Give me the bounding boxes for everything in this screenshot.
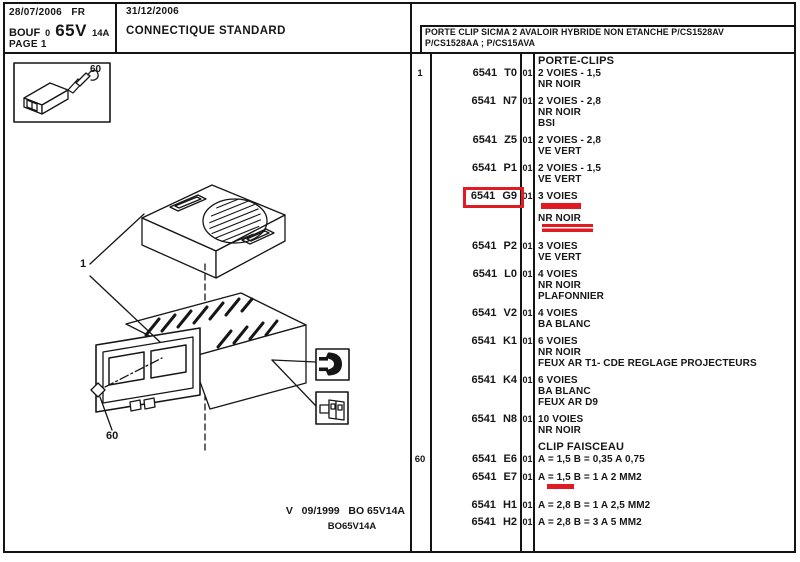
page-number: PAGE 1 bbox=[9, 39, 47, 50]
qty-cell bbox=[410, 472, 430, 494]
description-line bbox=[538, 174, 796, 185]
part-reference bbox=[430, 517, 521, 529]
description-text: 3 VOIES bbox=[538, 241, 578, 252]
description-text: BA BLANC bbox=[538, 386, 591, 397]
code-cell: 01 bbox=[522, 135, 533, 145]
part-ref-variant: K4 bbox=[502, 374, 517, 386]
description-text: 3 VOIES bbox=[538, 191, 578, 202]
highlight-bar bbox=[542, 224, 593, 232]
description-text: 2 VOIES - 1,5 bbox=[538, 163, 601, 174]
description-line bbox=[538, 375, 796, 386]
part-ref-base: 6541 bbox=[472, 268, 498, 280]
part-description bbox=[534, 308, 796, 330]
code-cell bbox=[521, 56, 534, 67]
qty-cell bbox=[410, 96, 430, 129]
code-cell: 01 bbox=[522, 241, 533, 251]
description-text: VE VERT bbox=[538, 174, 582, 185]
part-description bbox=[534, 96, 796, 129]
part-ref-variant: V2 bbox=[503, 307, 517, 319]
part-ref-base: 6541 bbox=[472, 307, 497, 319]
language-code: FR bbox=[71, 7, 86, 18]
qty-cell bbox=[410, 336, 430, 369]
description-line bbox=[538, 291, 796, 302]
part-ref-base: 6541 bbox=[472, 162, 497, 174]
description-line bbox=[538, 336, 796, 347]
part-description bbox=[534, 517, 796, 529]
part-ref-base: 6541 bbox=[471, 413, 496, 425]
description-line bbox=[538, 252, 796, 263]
description-line bbox=[538, 358, 796, 369]
part-row bbox=[410, 454, 796, 466]
description-line bbox=[538, 280, 796, 291]
part-ref-variant: P1 bbox=[503, 162, 517, 174]
qty-cell bbox=[410, 308, 430, 330]
part-ref-variant: H1 bbox=[502, 498, 517, 511]
part-ref-variant: K1 bbox=[502, 335, 517, 347]
description-line bbox=[538, 135, 796, 146]
description-line bbox=[538, 146, 796, 157]
part-ref-variant: N7 bbox=[502, 95, 517, 107]
description-line bbox=[538, 96, 796, 107]
description-text: 2 VOIES - 2,8 bbox=[538, 96, 601, 107]
drawing-revision: V 09/1999 BO 65V14A bbox=[285, 505, 405, 517]
description-text: PLAFONNIER bbox=[538, 291, 604, 302]
code-cell: 01 bbox=[522, 68, 533, 78]
section-header-row bbox=[410, 56, 796, 67]
description-text: 6 VOIES bbox=[538, 336, 578, 347]
drawing-board-code: BO65V14A bbox=[327, 521, 377, 532]
description-text: 6 VOIES bbox=[538, 375, 578, 386]
description-text: 10 VOIES bbox=[538, 414, 584, 425]
part-description bbox=[534, 454, 796, 466]
part-row bbox=[410, 414, 796, 436]
part-reference bbox=[430, 375, 521, 408]
part-reference bbox=[430, 96, 521, 129]
part-description-line2: P/CS1528AA ; P/CS15AVA bbox=[425, 38, 536, 48]
description-line bbox=[538, 454, 796, 465]
description-text: FEUX AR D9 bbox=[538, 397, 599, 408]
description-text: VE VERT bbox=[538, 252, 582, 263]
part-reference bbox=[430, 269, 521, 302]
ref-cell bbox=[430, 442, 521, 453]
code-cell: 01 bbox=[522, 471, 533, 482]
part-row bbox=[410, 163, 796, 185]
desc-box-left-rule bbox=[420, 25, 422, 52]
part-ref-base: 6541 bbox=[472, 67, 498, 79]
qty-cell bbox=[410, 241, 430, 263]
qty-cell bbox=[410, 269, 430, 302]
part-row bbox=[410, 96, 796, 129]
part-description-line1: PORTE CLIP SICMA 2 AVALOIR HYBRIDE NON ETANCHE P/CS1528AV bbox=[425, 27, 724, 37]
part-ref-variant: T0 bbox=[504, 67, 517, 79]
part-row bbox=[410, 517, 796, 529]
part-description bbox=[534, 472, 796, 494]
description-line bbox=[538, 425, 796, 436]
part-description bbox=[534, 191, 796, 235]
part-ref-base: 6541 bbox=[472, 240, 497, 252]
description-text: 4 VOIES bbox=[538, 308, 578, 319]
description-text: FEUX AR T1- CDE REGLAGE PROJECTEURS bbox=[538, 358, 757, 369]
doc-code: 65V bbox=[55, 21, 87, 40]
qty-cell: 1 bbox=[417, 68, 423, 79]
qty-cell bbox=[410, 442, 430, 453]
description-line bbox=[538, 319, 796, 330]
header-divider-left bbox=[115, 2, 117, 52]
part-reference bbox=[430, 454, 521, 466]
description-line bbox=[538, 191, 796, 213]
description-line bbox=[538, 241, 796, 252]
part-ref-base: 6541 bbox=[472, 134, 498, 146]
code-cell: 01 bbox=[522, 414, 533, 424]
part-ref-variant: P2 bbox=[503, 240, 517, 252]
date-right: 31/12/2006 bbox=[126, 6, 180, 17]
part-reference bbox=[430, 500, 521, 512]
description-text: NR NOIR bbox=[538, 425, 581, 436]
part-ref-variant: E7 bbox=[503, 470, 517, 483]
description-text: NR NOIR bbox=[538, 107, 581, 118]
description-line bbox=[538, 163, 796, 174]
description-line bbox=[538, 517, 796, 528]
part-row bbox=[410, 269, 796, 302]
part-reference bbox=[430, 163, 521, 185]
qty-cell bbox=[410, 191, 430, 235]
description-text: NR NOIR bbox=[538, 79, 581, 90]
part-description bbox=[534, 336, 796, 369]
description-text: 2 VOIES - 1,5 bbox=[538, 68, 601, 79]
code-cell: 01 bbox=[522, 191, 533, 201]
part-ref-base: 6541 bbox=[471, 335, 496, 347]
description-text: 4 VOIES bbox=[538, 269, 578, 280]
description-text: A = 2,8 B = 1 A 2,5 MM2 bbox=[538, 499, 651, 511]
code-cell bbox=[521, 442, 534, 453]
connector-diagram bbox=[4, 52, 408, 552]
part-reference bbox=[430, 241, 521, 263]
part-description bbox=[534, 269, 796, 302]
part-reference bbox=[430, 472, 521, 494]
part-ref-base: 6541 bbox=[470, 190, 496, 202]
description-text: NR NOIR bbox=[538, 213, 581, 224]
section-title: PORTE-CLIPS bbox=[538, 55, 615, 67]
inset-item-label: 60 bbox=[90, 64, 102, 75]
part-ref-variant: L0 bbox=[504, 268, 517, 280]
part-reference bbox=[430, 336, 521, 369]
description-line bbox=[538, 414, 796, 425]
description-line bbox=[538, 472, 796, 494]
description-line bbox=[538, 79, 796, 90]
description-line bbox=[538, 308, 796, 319]
description-line bbox=[538, 397, 796, 408]
connector-cover bbox=[142, 185, 285, 278]
description-text: A = 2,8 B = 3 A 5 MM2 bbox=[538, 517, 642, 528]
section-title: CLIP FAISCEAU bbox=[538, 441, 625, 453]
part-row bbox=[410, 191, 796, 235]
description-line bbox=[538, 68, 796, 79]
code-cell: 01 bbox=[522, 336, 533, 346]
doc-zero: 0 bbox=[45, 28, 51, 38]
description-text: NR NOIR bbox=[538, 347, 581, 358]
part-row bbox=[410, 336, 796, 369]
part-reference bbox=[430, 68, 521, 90]
part-reference bbox=[430, 308, 521, 330]
description-text: 2 VOIES - 2,8 bbox=[538, 135, 601, 146]
code-cell: 01 bbox=[522, 454, 533, 464]
code-cell: 01 bbox=[522, 269, 533, 279]
part-ref-base: 6541 bbox=[472, 453, 497, 465]
description-line bbox=[538, 269, 796, 280]
description-line bbox=[538, 118, 796, 129]
section-header-row bbox=[410, 442, 796, 453]
qty-cell bbox=[410, 135, 430, 157]
description-line bbox=[538, 500, 796, 511]
description-line bbox=[538, 107, 796, 118]
part-row bbox=[410, 500, 796, 512]
description-text: NR NOIR bbox=[538, 280, 581, 291]
date-left: 28/07/2006 bbox=[9, 7, 63, 18]
doc-suffix: 14A bbox=[91, 28, 110, 39]
part-row bbox=[410, 241, 796, 263]
qty-cell bbox=[410, 517, 430, 529]
highlight-bar bbox=[541, 203, 581, 209]
part-ref-base: 6541 bbox=[471, 516, 496, 528]
part-description bbox=[534, 135, 796, 157]
qty-cell bbox=[410, 163, 430, 185]
description-text: A = 1,5 B = 1 A 2 MM2 bbox=[538, 471, 642, 483]
part-description bbox=[534, 375, 796, 408]
qty-cell: 60 bbox=[414, 454, 426, 465]
part-ref-variant: G9 bbox=[502, 190, 517, 202]
part-ref-variant: H2 bbox=[502, 516, 517, 528]
part-reference bbox=[430, 191, 521, 235]
qty-cell bbox=[410, 414, 430, 436]
doc-prefix: BOUF bbox=[9, 27, 41, 39]
part-row bbox=[410, 135, 796, 157]
description-text: BSI bbox=[538, 118, 555, 129]
part-ref-base: 6541 bbox=[471, 374, 496, 386]
part-reference bbox=[430, 135, 521, 157]
assembly-item-label: 1 bbox=[80, 258, 87, 270]
code-cell: 01 bbox=[522, 163, 533, 173]
code-cell: 01 bbox=[522, 499, 533, 510]
part-description bbox=[534, 500, 796, 512]
description-line bbox=[538, 386, 796, 397]
part-ref-base: 6541 bbox=[471, 95, 496, 107]
part-reference bbox=[430, 414, 521, 436]
highlight-bar bbox=[547, 484, 574, 489]
qty-cell bbox=[410, 500, 430, 512]
part-ref-variant: Z5 bbox=[504, 134, 517, 146]
description-text: VE VERT bbox=[538, 146, 582, 157]
part-row bbox=[410, 68, 796, 90]
page-title: CONNECTIQUE STANDARD bbox=[126, 25, 286, 37]
parts-table-rows bbox=[410, 55, 796, 535]
part-description bbox=[534, 68, 796, 90]
part-ref-base: 6541 bbox=[471, 498, 496, 511]
part-ref-variant: E6 bbox=[503, 453, 517, 465]
qty-cell bbox=[410, 56, 430, 67]
terminal-item-label: 60 bbox=[106, 430, 119, 442]
code-cell: 01 bbox=[522, 96, 533, 106]
part-row bbox=[410, 308, 796, 330]
part-description bbox=[534, 163, 796, 185]
code-cell: 01 bbox=[522, 375, 533, 385]
part-ref-variant: N8 bbox=[502, 413, 517, 425]
part-ref-base: 6541 bbox=[472, 470, 497, 483]
part-description bbox=[534, 241, 796, 263]
print-date bbox=[9, 7, 85, 18]
document-reference bbox=[9, 21, 109, 41]
code-cell: 01 bbox=[522, 517, 533, 527]
description-text: A = 1,5 B = 0,35 A 0,75 bbox=[538, 454, 645, 465]
part-description bbox=[534, 414, 796, 436]
part-row bbox=[410, 375, 796, 408]
part-row bbox=[410, 472, 796, 494]
code-cell: 01 bbox=[522, 308, 533, 318]
description-line bbox=[538, 347, 796, 358]
ref-cell bbox=[430, 56, 521, 67]
description-line bbox=[538, 213, 796, 235]
description-text: BA BLANC bbox=[538, 319, 591, 330]
qty-cell bbox=[410, 375, 430, 408]
